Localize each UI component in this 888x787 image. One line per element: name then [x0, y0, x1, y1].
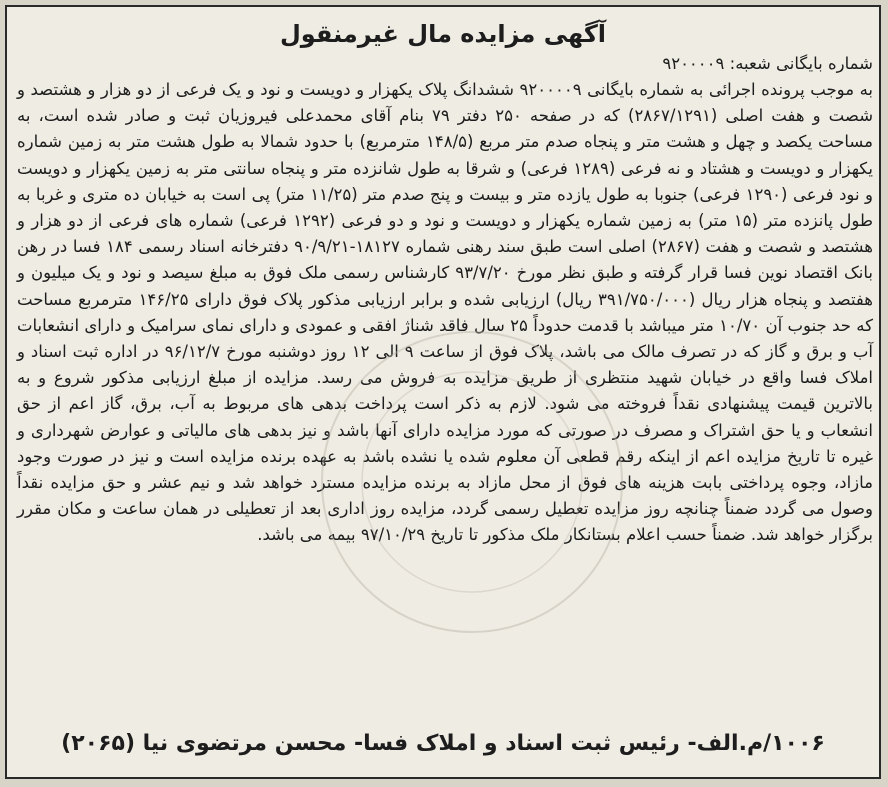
notice-title: آگهی مزایده مال غیرمنقول	[279, 20, 607, 48]
notice-frame	[5, 5, 881, 779]
notice-signature: ۱۰۰۶/م.الف- رئیس ثبت اسناد و املاک فسا- محسن مرتضوی نیا (۲۰۶۵)	[61, 731, 825, 756]
archive-number: شماره بایگانی شعبه: ۹۲۰۰۰۰۹	[662, 54, 873, 73]
notice-body: به موجب پرونده اجرائی به شماره بایگانی ۹۲۰۰۰۰۹ ششدانگ پلاک یکهزار و دویست و نود و یک فرعی از دو هزار و هشتصد و شصت و هفت اصلی (۲۸۶۷/۱۲۹۱) که در صفحه ۲۵۰ دفتر ۷۹ بنام آقای محمدعلی فیروزیان ثبت و صادر شده است، به مساحت یکصد و چهل و هشت متر و پنجاه صدم متر مربع (۱۴۸/۵ مترمربع) با حدود شمالا به طول هشت متر به زمین شماره یکهزار و دویست و هشتاد و نه فرعی (۱۲۸۹ فرعی) و شرقا به طول شانزده متر و پنجاه سانتی متر به زمین یکهزار و دویست و نود فرعی (۱۲۹۰ فرعی) جنوبا به طول یازده متر و بیست و پنج صدم متر (۱۱/۲۵ متر) پی است به خیابان ده متری و غربا به طول پانزده متر (۱۵ متر) به زمین شماره یکهزار و دویست و نود و دو فرعی (۱۲۹۲ فرعی) شماره های فرعی از دو هزار و هشتصد و شصت و هفت (۲۸۶۷) اصلی است طبق سند رهنی شماره ۱۸۱۲۷-۹۰/۹/۲۱ دفترخانه اسناد رسمی ۱۸۴ فسا در رهن بانک اقتصاد نوین فسا قرار گرفته و طبق نظر مورخ ۹۳/۷/۲۰ کارشناس رسمی ملک فوق به مبلغ سیصد و نود و یک میلیون و هفتصد و پنجاه هزار ریال (۳۹۱/۷۵۰/۰۰۰ ریال) ارزیابی شده و برابر ارزیابی مذکور پلاک فوق دارای ۱۴۶/۲۵ مترمربع مساحت که حد جنوب آن ۱۰/۷۰ متر میباشد با قدمت حدوداً ۲۵ سال فاقد شناژ افقی و عمودی و دارای نمای سرامیک و دارای انشعابات آب و برق و گاز که در تصرف مالک می باشد، پلاک فوق از ساعت ۹ الی ۱۲ روز دوشنبه مورخ ۹۶/۱۲/۷ در اداره ثبت اسناد و املاک فسا واقع در خیابان شهید منتظری از طریق مزایده به فروش می رسد. مزایده از مبلغ ارزیابی مذکور شروع و به بالاترین قیمت پیشنهادی نقداً فروخته می شود. لازم به ذکر است پرداخت بدهی های مربوط به آب، برق، گاز اعم از حق انشعاب و یا حق اشتراک و مصرف در صورتی که مورد مزایده دارای آنها باشد و نیز بدهی های مالیاتی و عوارض شهرداری و غیره تا تاریخ مزایده اعم از اینکه رقم قطعی آن معلوم شده یا نشده باشد به عهده برنده مزایده است و نیز در صورت وجود مازاد، وجوه پرداختی بابت هزینه های فوق از محل مازاد به برنده مزایده مسترد خواهد شد و نیم عشر و حق مزایده نقداً وصول می گردد ضمناً چنانچه روز مزایده تعطیل رسمی گردد، مزایده روز اداری بعد از تعطیلی در همان ساعت و مکان مقرر برگزار خواهد شد. ضمناً حسب اعلام بستانکار ملک مذکور تا تاریخ ۹۷/۱۰/۲۹ بیمه می باشد.	[17, 80, 874, 545]
